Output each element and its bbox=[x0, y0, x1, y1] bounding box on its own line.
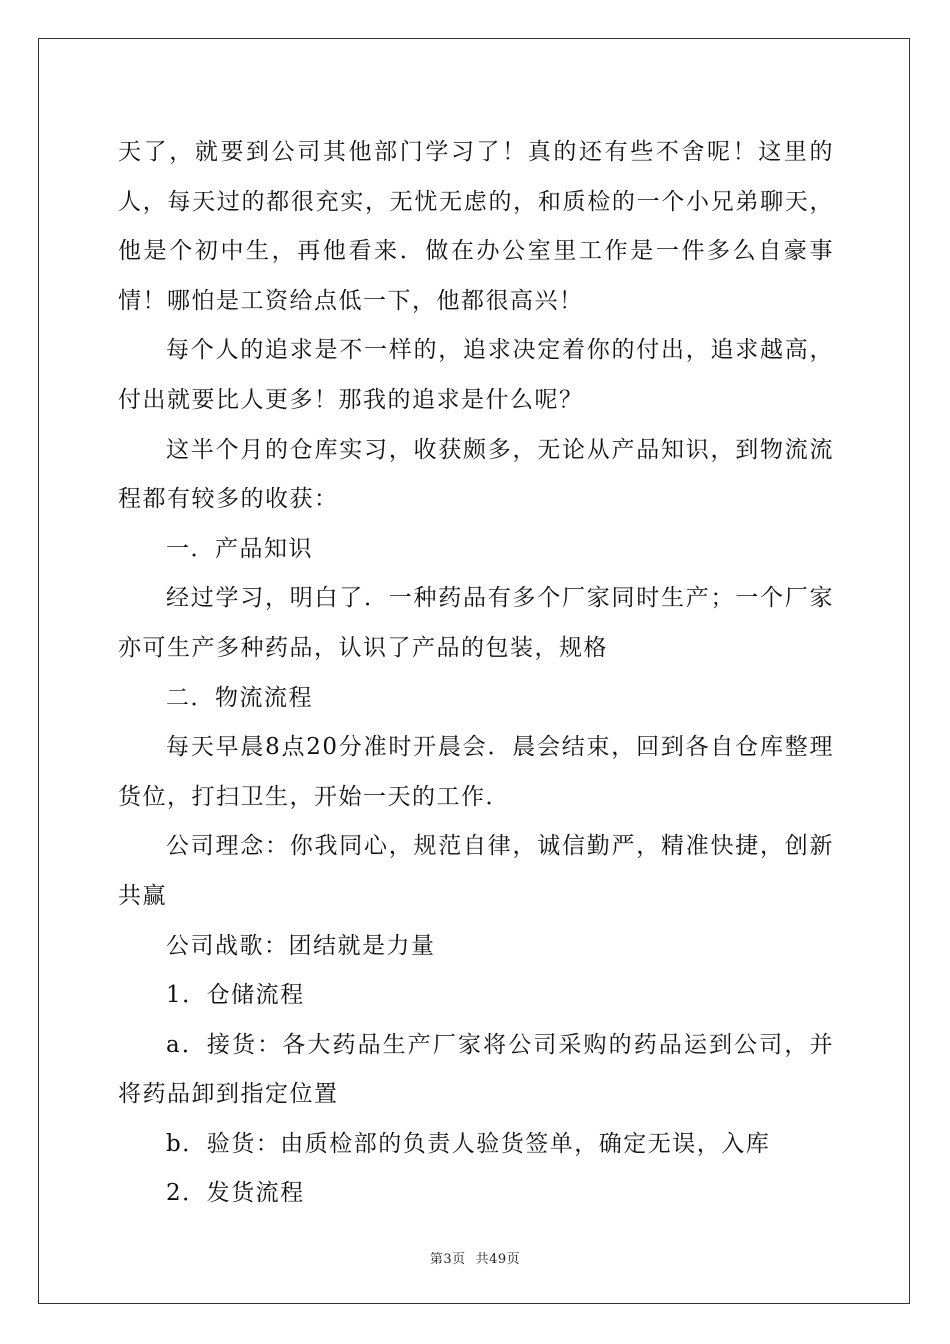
paragraph-1: 天了，就要到公司其他部门学习了！真的还有些不舍呢！这里的人，每天过的都很充实，无忧无虑的，和质检的一个小兄弟聊天，他是个初中生，再他看来．做在办公室里工作是一件多么自豪事情！哪怕是工资给点低一下，他都很高兴！ bbox=[118, 139, 834, 314]
page-number: 第3页 bbox=[429, 1252, 466, 1267]
page-total: 共49页 bbox=[475, 1252, 521, 1267]
section-heading-logistics-process: 二．物流流程 bbox=[166, 684, 313, 711]
list-item-inspection: b．验货：由质检部的负责人验货签单，确定无误，入库 bbox=[166, 1130, 771, 1157]
company-song: 公司战歌：团结就是力量 bbox=[166, 932, 436, 959]
subheading-shipping-process: 2．发货流程 bbox=[166, 1180, 305, 1207]
company-philosophy: 公司理念：你我同心，规范自律，诚信勤严，精准快捷，创新共赢 bbox=[118, 833, 834, 909]
list-item-receiving: a．接货：各大药品生产厂家将公司采购的药品运到公司，并将药品卸到指定位置 bbox=[118, 1031, 834, 1108]
paragraph-3: 这半个月的仓库实习，收获颇多，无论从产品知识，到物流流程都有较多的收获： bbox=[118, 436, 834, 513]
paragraph-4: 经过学习，明白了．一种药品有多个厂家同时生产；一个厂家亦可生产多种药品，认识了产品的包装，规格 bbox=[118, 585, 834, 661]
paragraph-5: 每天早晨8点20分准时开晨会．晨会结束，回到各自仓库整理货位，打扫卫生，开始一天的工作． bbox=[118, 734, 834, 810]
paragraph-2: 每个人的追求是不一样的，追求决定着你的付出，追求越高，付出就要比人更多！那我的追求是什么呢？ bbox=[118, 337, 834, 413]
page-footer bbox=[0, 1248, 950, 1267]
section-heading-product-knowledge: 一．产品知识 bbox=[166, 535, 313, 562]
subheading-storage-process: 1．仓储流程 bbox=[166, 982, 305, 1009]
document-body bbox=[118, 128, 834, 1219]
